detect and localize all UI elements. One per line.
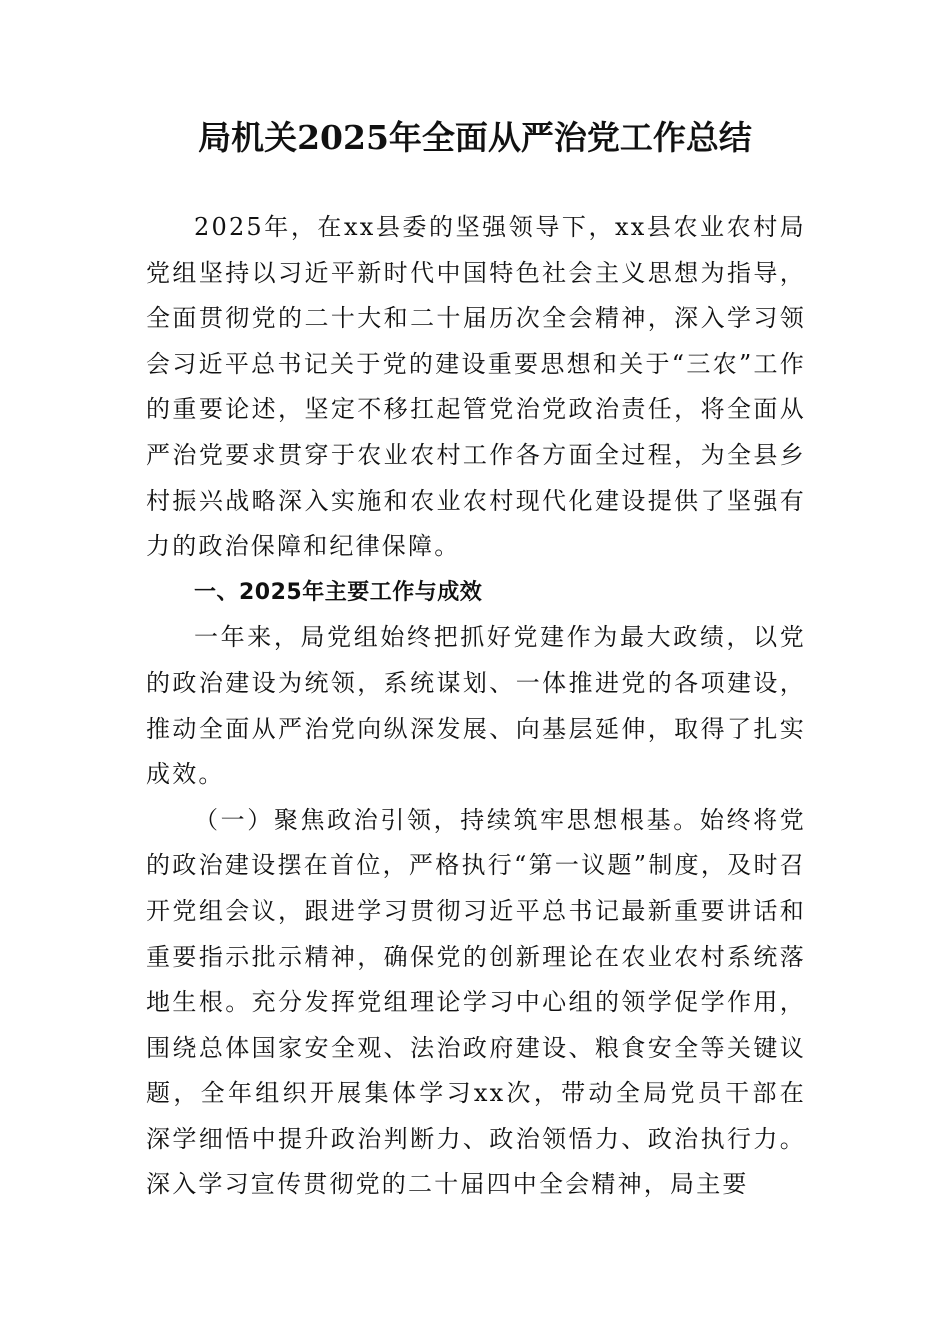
subsection-paragraph: （一）聚焦政治引领，持续筑牢思想根基。始终将党的政治建设摆在首位，严格执行“第一议题”制度，及时召开党组会议，跟进学习贯彻习近平总书记最新重要讲话和重要指示批示精神，确保党的创新理论在农业农村系统落地生根。充分发挥党组理论学习中心组的领学促学作用，围绕总体国家安全观、法治政府建设、粮食安全等关键议题，全年组织开展集体学习xx次，带动全局党员干部在深学细悟中提升政治判断力、政治领悟力、政治执行力。深入学习宣传贯彻党的二十届四中全会精神，局主要	[146, 805, 806, 1199]
section-intro-paragraph: 一年来，局党组始终把抓好党建作为最大政绩，以党的政治建设为统领，系统谋划、一体推进党的各项建设，推动全面从严治党向纵深发展、向基层延伸，取得了扎实成效。	[146, 623, 806, 789]
section-heading: 一、2025年主要工作与成效	[194, 579, 483, 605]
document-title: 局机关2025年全面从严治党工作总结	[198, 118, 752, 157]
document-body	[146, 205, 806, 1208]
intro-paragraph: 2025年，在xx县委的坚强领导下，xx县农业农村局党组坚持以习近平新时代中国特色社会主义思想为指导，全面贯彻党的二十大和二十届历次全会精神，深入学习领会习近平总书记关于党的建设重要思想和关于“三农”工作的重要论述，坚定不移扛起管党治党政治责任，将全面从严治党要求贯穿于农业农村工作各方面全过程，为全县乡村振兴战略深入实施和农业农村现代化建设提供了坚强有力的政治保障和纪律保障。	[146, 213, 806, 561]
